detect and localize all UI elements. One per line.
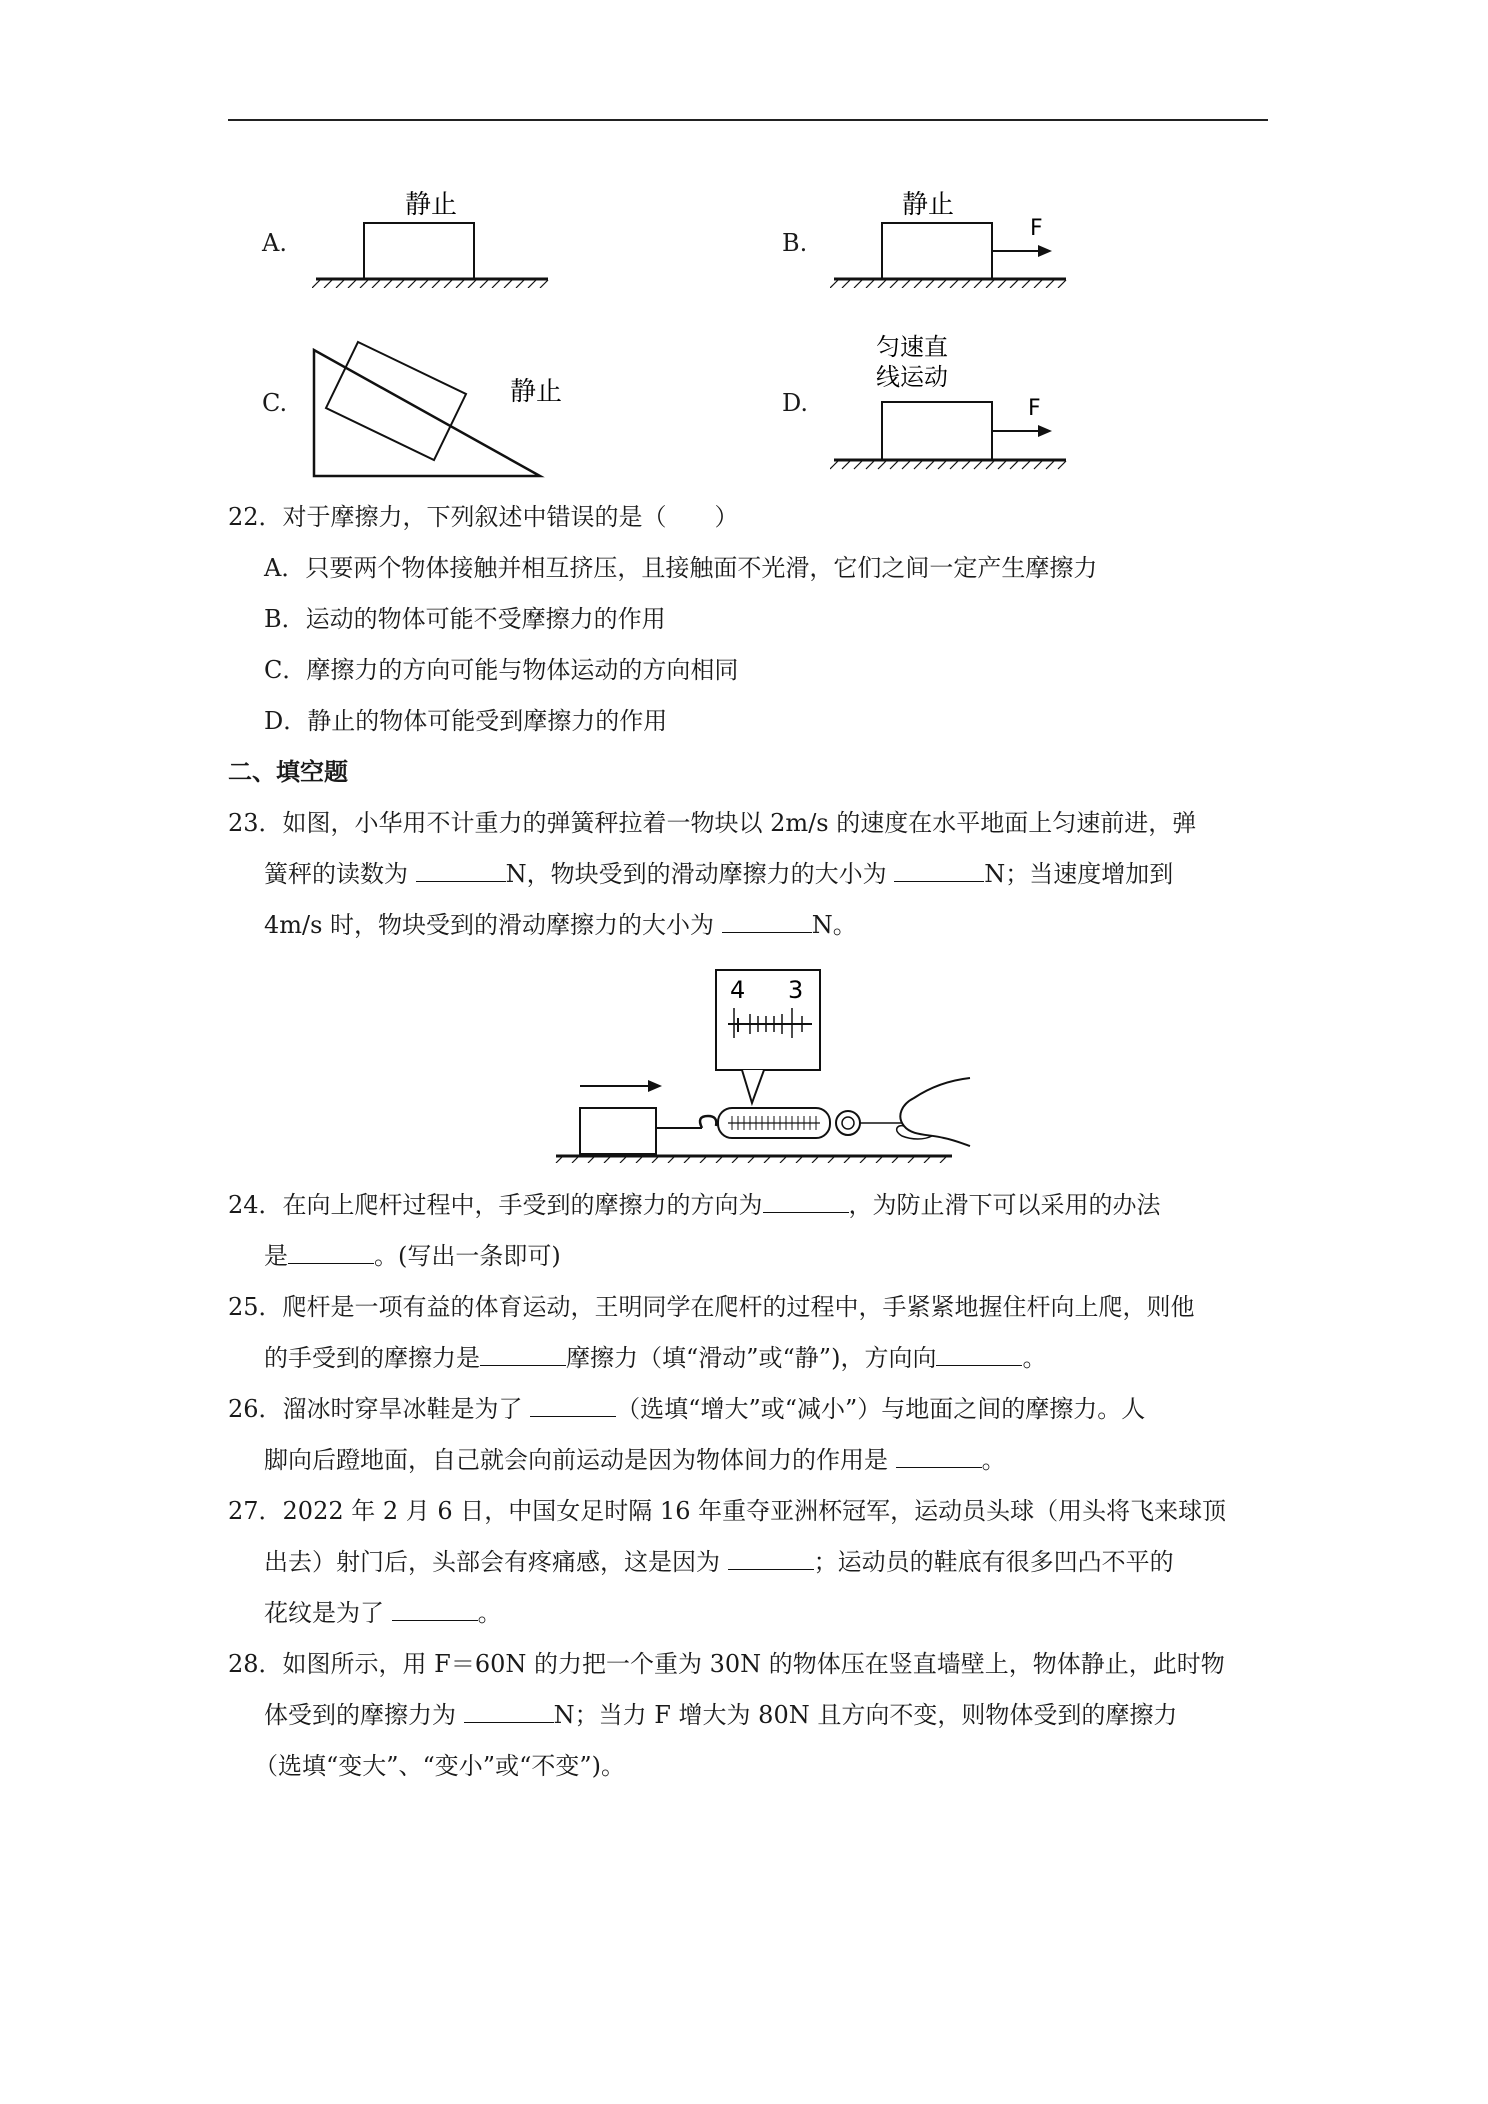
option-c-label: C. (262, 389, 288, 417)
q28-line1: 28．如图所示，用 F＝60N 的力把一个重为 30N 的物体压在竖直墙壁上，物体静止，此时物 (228, 1650, 1225, 1678)
q26-line2: 脚向后蹬地面，自己就会向前运动是因为物体间力的作用是 。 (264, 1446, 1006, 1474)
q25-line2: 的手受到的摩擦力是 摩擦力（填“滑动”或“静”)，方向向 。 (264, 1344, 1047, 1372)
figure-d-force-label: F (1028, 396, 1041, 421)
figure-d-state-label-2: 线运动 (876, 363, 948, 391)
q23-spring-scale-figure (552, 968, 972, 1163)
q24-line1: 24．在向上爬杆过程中，手受到的摩擦力的方向为 ，为防止滑下可以采用的办法 (228, 1191, 1161, 1219)
q27-line2: 出去）射门后，头部会有疼痛感，这是因为 ；运动员的鞋底有很多凹凸不平的 (264, 1548, 1174, 1576)
q27-blank-1[interactable] (728, 1547, 814, 1570)
q23-blank-3[interactable] (722, 910, 812, 933)
figure-d-block-uniform-motion (830, 328, 1070, 476)
q26-blank-1[interactable] (530, 1394, 616, 1417)
option-d-label: D. (782, 389, 809, 417)
q28-line2: 体受到的摩擦力为 N；当力 F 增大为 80N 且方向不变，则物体受到的摩擦力 (264, 1701, 1178, 1729)
figure-d-state-label-1: 匀速直 (876, 333, 948, 361)
figure-b-block-with-force (830, 183, 1070, 288)
q27-line3: 花纹是为了 。 (264, 1599, 502, 1627)
scale-tick-label-left: 4 (730, 976, 746, 1004)
q27-blank-2[interactable] (392, 1598, 478, 1621)
q26-line1: 26．溜冰时穿旱冰鞋是为了 （选填“增大”或“减小”）与地面之间的摩擦力。人 (228, 1395, 1146, 1423)
q24-line2: 是 。(写出一条即可) (264, 1242, 561, 1270)
figure-c-state-label: 静止 (510, 377, 563, 407)
scale-tick-label-right: 3 (788, 976, 804, 1004)
figure-b-force-label: F (1030, 216, 1043, 241)
figure-c-block-on-incline (310, 320, 600, 480)
q22-option-d: D．静止的物体可能受到摩擦力的作用 (264, 707, 668, 735)
figure-a-state-label: 静止 (405, 190, 458, 220)
option-a-label: A. (262, 229, 287, 257)
figure-a-block-at-rest (312, 183, 552, 288)
section-title: 二、填空题 (228, 758, 348, 786)
option-b-label: B. (782, 229, 808, 257)
q23-line1: 23．如图，小华用不计重力的弹簧秤拉着一物块以 2m/s 的速度在水平地面上匀速前进，弹 (228, 809, 1197, 837)
q25-blank-1[interactable] (480, 1343, 566, 1366)
q23-blank-1[interactable] (416, 859, 506, 882)
header-rule (228, 119, 1268, 121)
q25-blank-2[interactable] (936, 1343, 1022, 1366)
q23-blank-2[interactable] (894, 859, 984, 882)
q22-option-b: B．运动的物体可能不受摩擦力的作用 (264, 605, 666, 633)
q22-option-c: C．摩擦力的方向可能与物体运动的方向相同 (264, 656, 739, 684)
q23-line3: 4m/s 时，物块受到的滑动摩擦力的大小为 N。 (264, 911, 857, 939)
q23-line2: 簧秤的读数为 N，物块受到的滑动摩擦力的大小为 N；当速度增加到 (264, 860, 1174, 888)
q27-line1: 27．2022 年 2 月 6 日，中国女足时隔 16 年重夺亚洲杯冠军，运动员头球（用头将飞来球顶 (228, 1497, 1227, 1525)
q25-line1: 25．爬杆是一项有益的体育运动，王明同学在爬杆的过程中，手紧紧地握住杆向上爬，则他 (228, 1293, 1195, 1321)
q28-line3: （选填“变大”、“变小”或“不变”)。 (254, 1752, 625, 1780)
figure-b-state-label: 静止 (902, 190, 955, 220)
q28-blank-1[interactable] (464, 1700, 554, 1723)
q22-option-a: A．只要两个物体接触并相互挤压，且接触面不光滑，它们之间一定产生摩擦力 (264, 554, 1098, 582)
q26-blank-2[interactable] (896, 1445, 982, 1468)
q24-blank-2[interactable] (288, 1241, 374, 1264)
q24-blank-1[interactable] (763, 1190, 849, 1213)
q22-stem: 22．对于摩擦力，下列叙述中错误的是（ ） (228, 503, 739, 531)
